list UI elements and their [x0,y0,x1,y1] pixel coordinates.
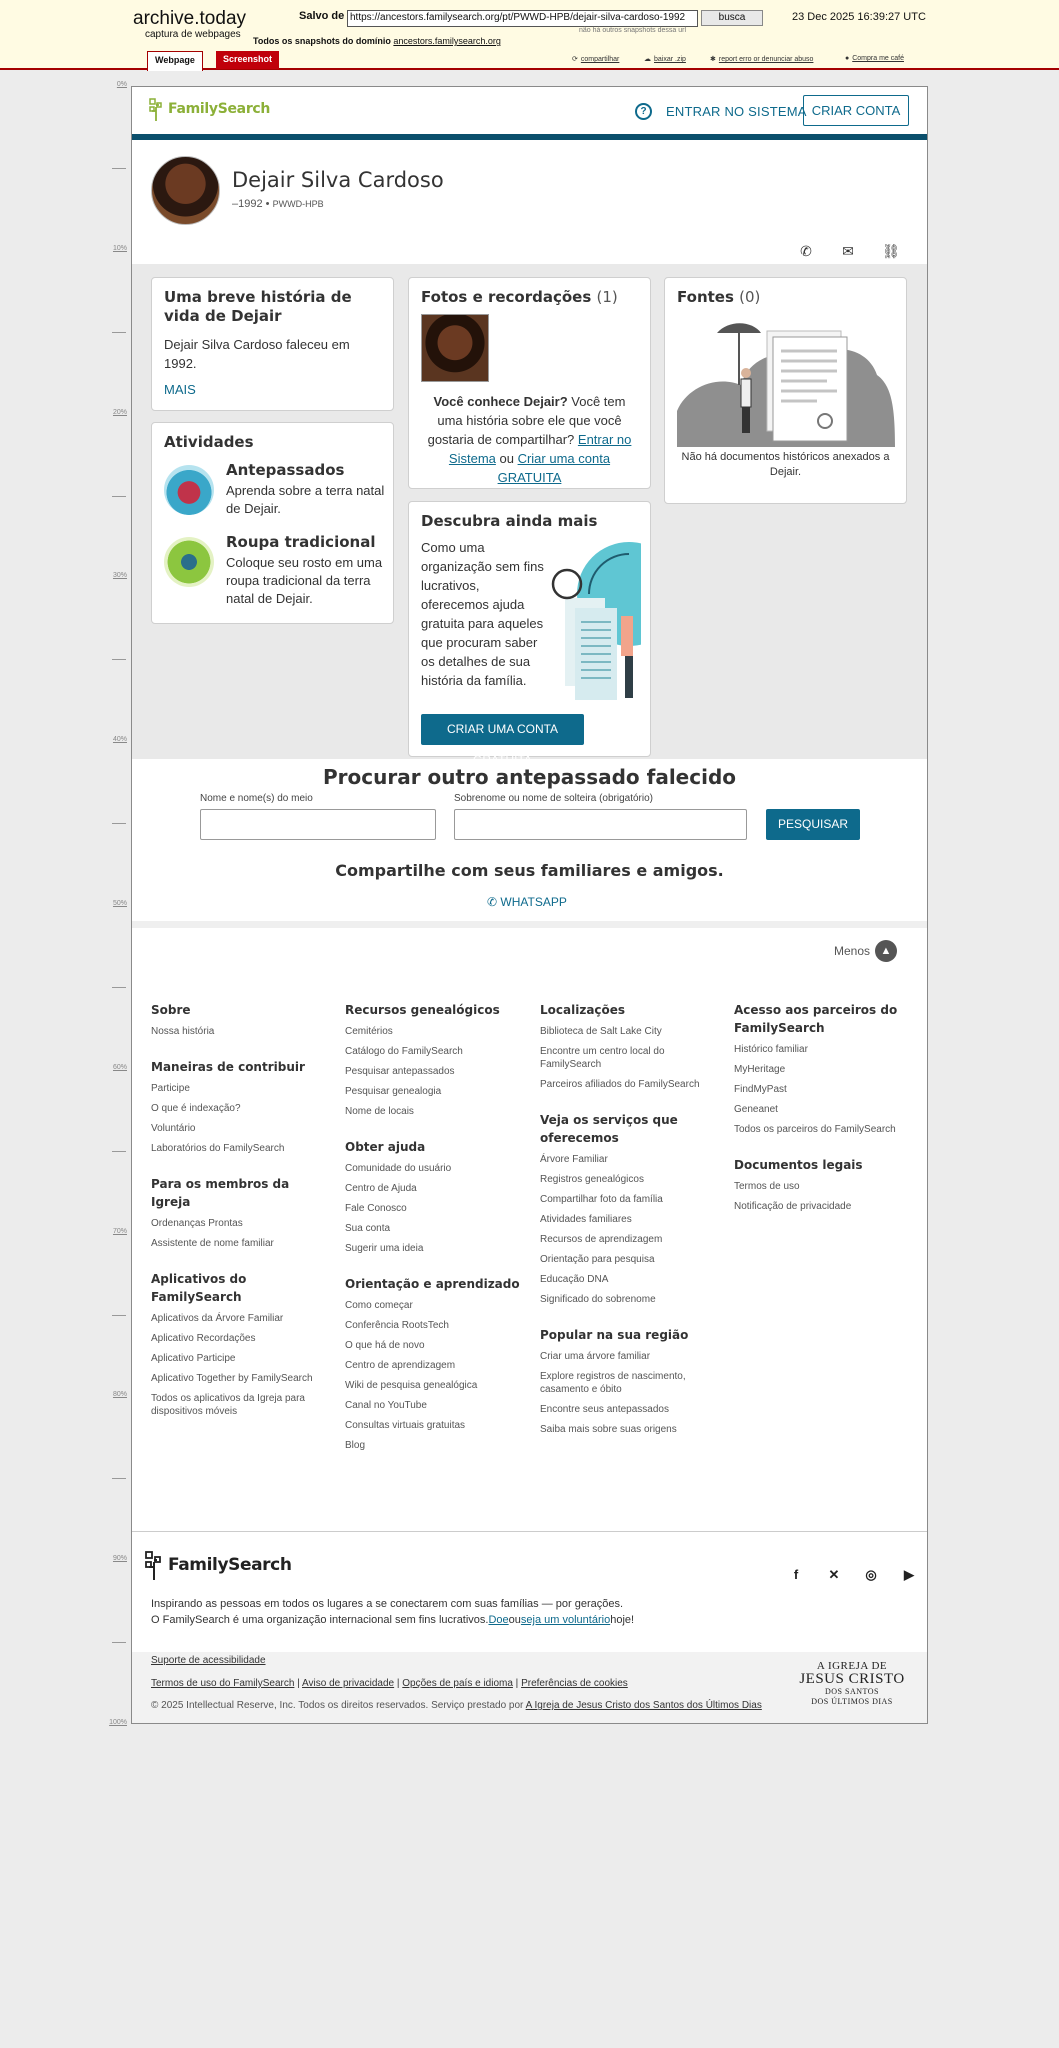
person-meta [232,198,324,210]
ruler-tick [112,168,126,169]
footer-link[interactable]: Nossa história [151,1026,215,1037]
ruler-tick [112,332,126,333]
photos-card [408,277,651,489]
footer-link[interactable]: Saiba mais sobre suas origens [540,1424,677,1435]
footer-link[interactable]: Voluntário [151,1123,196,1134]
footer-link[interactable]: Wiki de pesquisa genealógica [345,1380,478,1391]
activity-desc: Coloque seu rosto em uma roupa tradicional da terra natal de Dejair. [226,555,383,606]
archive-url-input[interactable]: https://ancestors.familysearch.org/pt/PWWD-HPB/dejair-silva-cardoso-1992 [347,10,698,27]
ruler-tick [112,987,126,988]
footer-link[interactable]: Aplicativo Participe [151,1353,236,1364]
all-snapshots [253,36,501,46]
whatsapp-icon: ✆ [487,895,501,909]
footer-link[interactable]: Consultas virtuais gratuitas [345,1420,466,1431]
legal-link[interactable]: Termos de uso do FamilySearch [151,1678,295,1689]
footer-column [345,1001,525,1472]
tagline-line2 [151,1612,634,1628]
first-name-label: Nome e nome(s) do meio [200,793,313,804]
sources-title-text: Fontes [677,288,734,306]
footer-link[interactable]: Aplicativo Recordações [151,1333,256,1344]
person-name: Dejair Silva Cardoso [232,168,444,192]
footer-link[interactable]: MyHeritage [734,1064,786,1075]
copyright [151,1700,762,1711]
photo-thumbnail[interactable] [421,314,489,382]
footer-group [734,1001,909,1136]
ruler-tick [112,1478,126,1479]
footer-link[interactable]: Encontre seus antepassados [540,1404,669,1415]
footer-link[interactable]: Encontre um centro local do FamilySearch [540,1046,665,1070]
footer-link[interactable]: Educação DNA [540,1274,609,1285]
instagram-icon[interactable]: ◎ [865,1567,877,1582]
footer-group [734,1156,909,1213]
footer-link[interactable]: Assistente de nome familiar [151,1238,274,1249]
ruler-label[interactable]: 10% [112,244,127,252]
footer-link[interactable]: Cemitérios [345,1026,393,1037]
footer-link[interactable]: Significado do sobrenome [540,1294,656,1305]
legal-link[interactable]: Opções de país e idioma [402,1678,513,1689]
church-link[interactable]: A Igreja de Jesus Cristo dos Santos dos Últimos Dias [525,1700,762,1711]
whatsapp-label: WHATSAPP [500,895,567,909]
footer-link[interactable]: Parceiros afiliados do FamilySearch [540,1079,700,1090]
camera-icon [164,537,214,587]
footer-group [540,1001,720,1091]
coffee-icon: ● [845,55,850,62]
share-tool[interactable] [572,55,619,63]
footer-column [734,1001,909,1233]
ruler-tick [112,1151,126,1152]
church-logo-line: JESUS CRISTO [799,1671,905,1687]
share-tool-label: compartilhar [580,56,620,63]
signin-link-inline[interactable]: Entrar no Sistema [448,432,632,466]
tree-logo-icon [148,97,166,121]
ruler-label[interactable]: 100% [109,1719,127,1726]
footer-link[interactable]: Termos de uso [734,1181,800,1192]
footer-heading: Popular na sua região [540,1328,689,1342]
link-separator: | [512,1678,522,1689]
footer-heading: Obter ajuda [345,1140,426,1154]
legal-links [151,1678,628,1689]
less-toggle-label[interactable]: Menos [834,944,871,958]
footer-link[interactable]: Pesquisar genealogia [345,1086,442,1097]
saved-from-label: Salvo de [299,10,345,22]
footer-group [345,1275,525,1452]
chevron-up-icon[interactable]: ▲ [875,940,897,962]
footer-link[interactable]: Todos os aplicativos da Igreja para dispositivos móveis [151,1393,305,1417]
footer-link[interactable]: Laboratórios do FamilySearch [151,1143,285,1154]
church-logo-line: DOS SANTOS [825,1687,879,1696]
life-story-card [151,277,394,411]
footer-link[interactable]: Aplicativos da Árvore Familiar [151,1313,284,1324]
ruler-label[interactable]: 80% [112,1391,127,1399]
domain-link[interactable]: ancestors.familysearch.org [393,36,501,46]
footer-link[interactable]: Criar uma árvore familiar [540,1351,651,1362]
footer-link[interactable]: Centro de aprendizagem [345,1360,456,1371]
documents-illustration [677,315,895,447]
footer-link[interactable]: O que é indexação? [151,1103,241,1114]
footer-link[interactable]: Canal no YouTube [345,1400,427,1411]
footer-link[interactable]: Participe [151,1083,190,1094]
create-free-account-button[interactable]: CRIAR UMA CONTA [421,714,584,745]
footer-link[interactable]: Nome de locais [345,1106,414,1117]
person-avatar [151,156,220,225]
footer-link[interactable]: Fale Conosco [345,1203,407,1214]
footer-link[interactable]: Todos os parceiros do FamilySearch [734,1124,896,1135]
report-tool-label: report erro or denunciar abuso [718,56,814,63]
photos-question: Você conhece Dejair? [433,394,568,409]
tagline-text: O FamilySearch é uma organização internacional sem fins lucrativos. [151,1614,489,1626]
ruler-tick [112,1315,126,1316]
sources-count: (0) [739,288,761,306]
archive-date: 23 Dec 2025 16:39:27 UTC [792,11,926,23]
meta-separator: • [265,198,270,210]
today-text: hoje! [610,1614,635,1626]
footer-familysearch-logo[interactable] [144,1550,292,1580]
footer-heading: Veja os serviços que oferecemos [540,1113,678,1145]
site-footer [132,928,927,1551]
photos-question-text: Você tem uma história sobre ele que você gostaria de compartilhar? [427,394,626,447]
discover-text: Como uma organização sem fins lucrativos, oferecemos ajuda gratuita para aqueles que procuram saber os detalhes de sua história da família. [421,540,544,688]
footer-heading: Sobre [151,1003,191,1017]
ruler-tick [112,659,126,660]
footer-group [540,1111,720,1306]
footer-link[interactable]: O que há de novo [345,1340,425,1351]
sources-title [677,288,894,307]
footer-group [151,1001,331,1038]
or-text: ou [508,1614,521,1626]
footer-heading: Localizações [540,1003,626,1017]
familysearch-logo-text: FamilySearch [168,101,271,117]
church-logo[interactable] [787,1660,917,1707]
research-illustration [551,536,641,704]
footer-link[interactable]: Comunidade do usuário [345,1163,452,1174]
link-separator: | [294,1678,303,1689]
activity-title: Antepassados [226,461,345,479]
footer-tagline [151,1596,634,1628]
footer-link[interactable]: Centro de Ajuda [345,1183,417,1194]
download-tool[interactable] [644,55,686,63]
footer-group [151,1270,331,1418]
volunteer-link[interactable]: seja um voluntário [520,1614,611,1626]
tagline-line1: Inspirando as pessoas em todos os lugares a se conectarem com suas famílias — por gerações. [151,1598,624,1610]
first-name-input[interactable] [200,809,436,840]
footer-link[interactable]: Aplicativo Together by FamilySearch [151,1373,313,1384]
footer-heading: Orientação e aprendizado [345,1277,520,1291]
ruler-label[interactable]: 60% [112,1063,127,1071]
footer-link[interactable]: Conferência RootsTech [345,1320,449,1331]
archive-search-button[interactable]: busca [701,10,763,26]
footer-heading: Aplicativos do FamilySearch [151,1272,247,1304]
footer-heading: Maneiras de contribuir [151,1060,305,1074]
photos-prompt [421,392,638,487]
archive-toolbar [0,0,1059,70]
footer-link[interactable]: Blog [345,1440,366,1451]
accessibility-link[interactable]: Suporte de acessibilidade [151,1655,266,1666]
footer-heading: Acesso aos parceiros do FamilySearch [734,1003,898,1035]
ruler-label[interactable]: 50% [112,900,127,907]
report-tool[interactable] [710,55,813,63]
section-separator [132,921,927,928]
archived-page [131,86,928,1724]
footer-link[interactable]: Como começar [345,1300,413,1311]
footer-link[interactable]: Compartilhar foto da família [540,1194,663,1205]
last-name-input[interactable] [454,809,747,840]
donate-link[interactable]: Doe [488,1614,509,1626]
footer-heading: Para os membros da Igreja [151,1177,290,1209]
tree-logo-icon [144,1550,166,1580]
ruler-label[interactable]: 90% [112,1555,127,1563]
footer-group [151,1058,331,1155]
share-title: Compartilhe com seus familiares e amigos. [335,861,724,880]
footer-link[interactable]: Recursos de aprendizagem [540,1234,663,1245]
ruler-tick [112,823,126,824]
photos-count: (1) [596,288,618,306]
no-other-snapshots: não há outros snapshots dessa url [579,27,687,34]
all-snapshots-label: Todos os snapshots [253,36,340,46]
footer-link[interactable]: Árvore Familiar [540,1154,608,1165]
youtube-icon[interactable]: ▶ [904,1567,914,1582]
share-icon: ⟳ [572,56,578,63]
tab-webpage[interactable]: Webpage [147,51,203,71]
footer-link[interactable]: Notificação de privacidade [734,1201,852,1212]
last-name-label: Sobrenome ou nome de solteira (obrigatório) [454,793,653,804]
whatsapp-share-link[interactable] [487,895,567,909]
life-story-text: Dejair Silva Cardoso faleceu em 1992. [164,337,350,371]
footer-link[interactable]: Orientação para pesquisa [540,1254,655,1265]
help-icon[interactable]: ? [635,103,652,120]
photos-title [421,288,638,307]
church-logo-line: DOS ÚLTIMOS DIAS [811,1697,893,1706]
copyright-text: © 2025 Intellectual Reserve, Inc. Todos os direitos reservados. Serviço prestado por [151,1700,526,1711]
footer-link[interactable]: Pesquisar antepassados [345,1066,455,1077]
footer-link[interactable]: Explore registros de nascimento, casamento e óbito [540,1371,686,1395]
content-area [132,264,927,759]
life-story-title: Uma breve história de vida de Dejair [164,288,352,325]
footer-heading: Documentos legais [734,1158,863,1172]
footer-link[interactable]: Sua conta [345,1223,391,1234]
activity-title: Roupa tradicional [226,533,376,551]
mail-icon[interactable]: ✉ [842,243,854,259]
footer-column [540,1001,720,1456]
or-text: ou [495,451,518,466]
footer-group [151,1175,331,1250]
photos-title-text: Fotos e recordações [421,288,592,306]
globe-icon [164,465,214,515]
person-id: PWWD-HPB [272,199,324,209]
whatsapp-icon[interactable]: ✆ [800,243,812,259]
footer-link[interactable]: Registros genealógicos [540,1174,644,1185]
footer-link[interactable]: Geneanet [734,1104,778,1115]
footer-link[interactable]: Sugerir uma ideia [345,1243,424,1254]
download-tool-label: baixar .zip [654,56,686,63]
facebook-icon[interactable]: f [793,1567,799,1582]
footer-column [151,1001,331,1438]
create-account-button[interactable]: CRIAR CONTA [803,95,909,126]
coffee-tool[interactable] [845,55,904,62]
church-logo-line: A IGREJA DE [816,1660,888,1672]
archive-logo[interactable]: archive.today [133,8,247,29]
legal-link[interactable]: Aviso de privacidade [302,1678,395,1689]
domain-prefix: do domínio [342,36,391,46]
legal-bar [132,1652,927,1724]
footer-link[interactable]: Histórico familiar [734,1044,808,1055]
signin-link[interactable]: ENTRAR NO SISTEMA [666,104,807,119]
footer-group [345,1001,525,1118]
sources-card [664,277,907,504]
footer-link[interactable]: Biblioteca de Salt Lake City [540,1026,662,1037]
discover-title: Descubra ainda mais [421,512,598,530]
ruler-label[interactable]: 0% [116,81,127,88]
footer-link[interactable]: Ordenanças Prontas [151,1218,243,1229]
ruler-label[interactable]: 40% [112,736,127,744]
ruler-label[interactable]: 20% [112,408,127,416]
person-dates: –1992 [232,198,263,210]
search-title: Procurar outro antepassado falecido [322,765,737,789]
footer-heading: Recursos genealógicos [345,1003,500,1017]
x-icon[interactable]: ✕ [828,1567,840,1582]
site-header [132,87,927,137]
tab-screenshot[interactable]: Screenshot [216,51,279,69]
link-separator: | [394,1678,403,1689]
ruler-label[interactable]: 30% [112,572,127,580]
link-icon[interactable]: ⛓ [882,243,900,259]
search-section [132,759,927,921]
bug-icon: ✱ [710,56,716,63]
ruler-label[interactable]: 70% [112,1227,127,1235]
footer-logo-text: FamilySearch [168,1555,292,1575]
cloud-icon: ☁ [644,56,651,63]
activities-title: Atividades [164,433,254,451]
archive-logo-subtitle: captura de webpages [145,29,241,40]
bottom-footer [132,1531,927,1724]
discover-card [408,501,651,757]
footer-link[interactable]: Catálogo do FamilySearch [345,1046,463,1057]
footer-link[interactable]: Atividades familiares [540,1214,632,1225]
ruler-tick [112,496,126,497]
ruler-tick [112,1642,126,1643]
person-banner [132,140,927,264]
familysearch-logo[interactable] [148,97,270,121]
activity-desc: Aprenda sobre a terra natal de Dejair. [226,483,385,516]
footer-group [345,1138,525,1255]
footer-link[interactable]: FindMyPast [734,1084,787,1095]
sources-text: Não há documentos históricos anexados a Dejair. [681,451,890,478]
search-button[interactable]: PESQUISAR [766,809,860,840]
coffee-tool-label: Compra me café [852,55,904,62]
more-link[interactable]: MAIS [164,382,196,397]
footer-group [540,1326,720,1436]
create-account-link[interactable]: Criar uma conta GRATUITA [497,451,611,485]
legal-link[interactable]: Preferências de cookies [521,1678,628,1689]
activities-card [151,422,394,624]
